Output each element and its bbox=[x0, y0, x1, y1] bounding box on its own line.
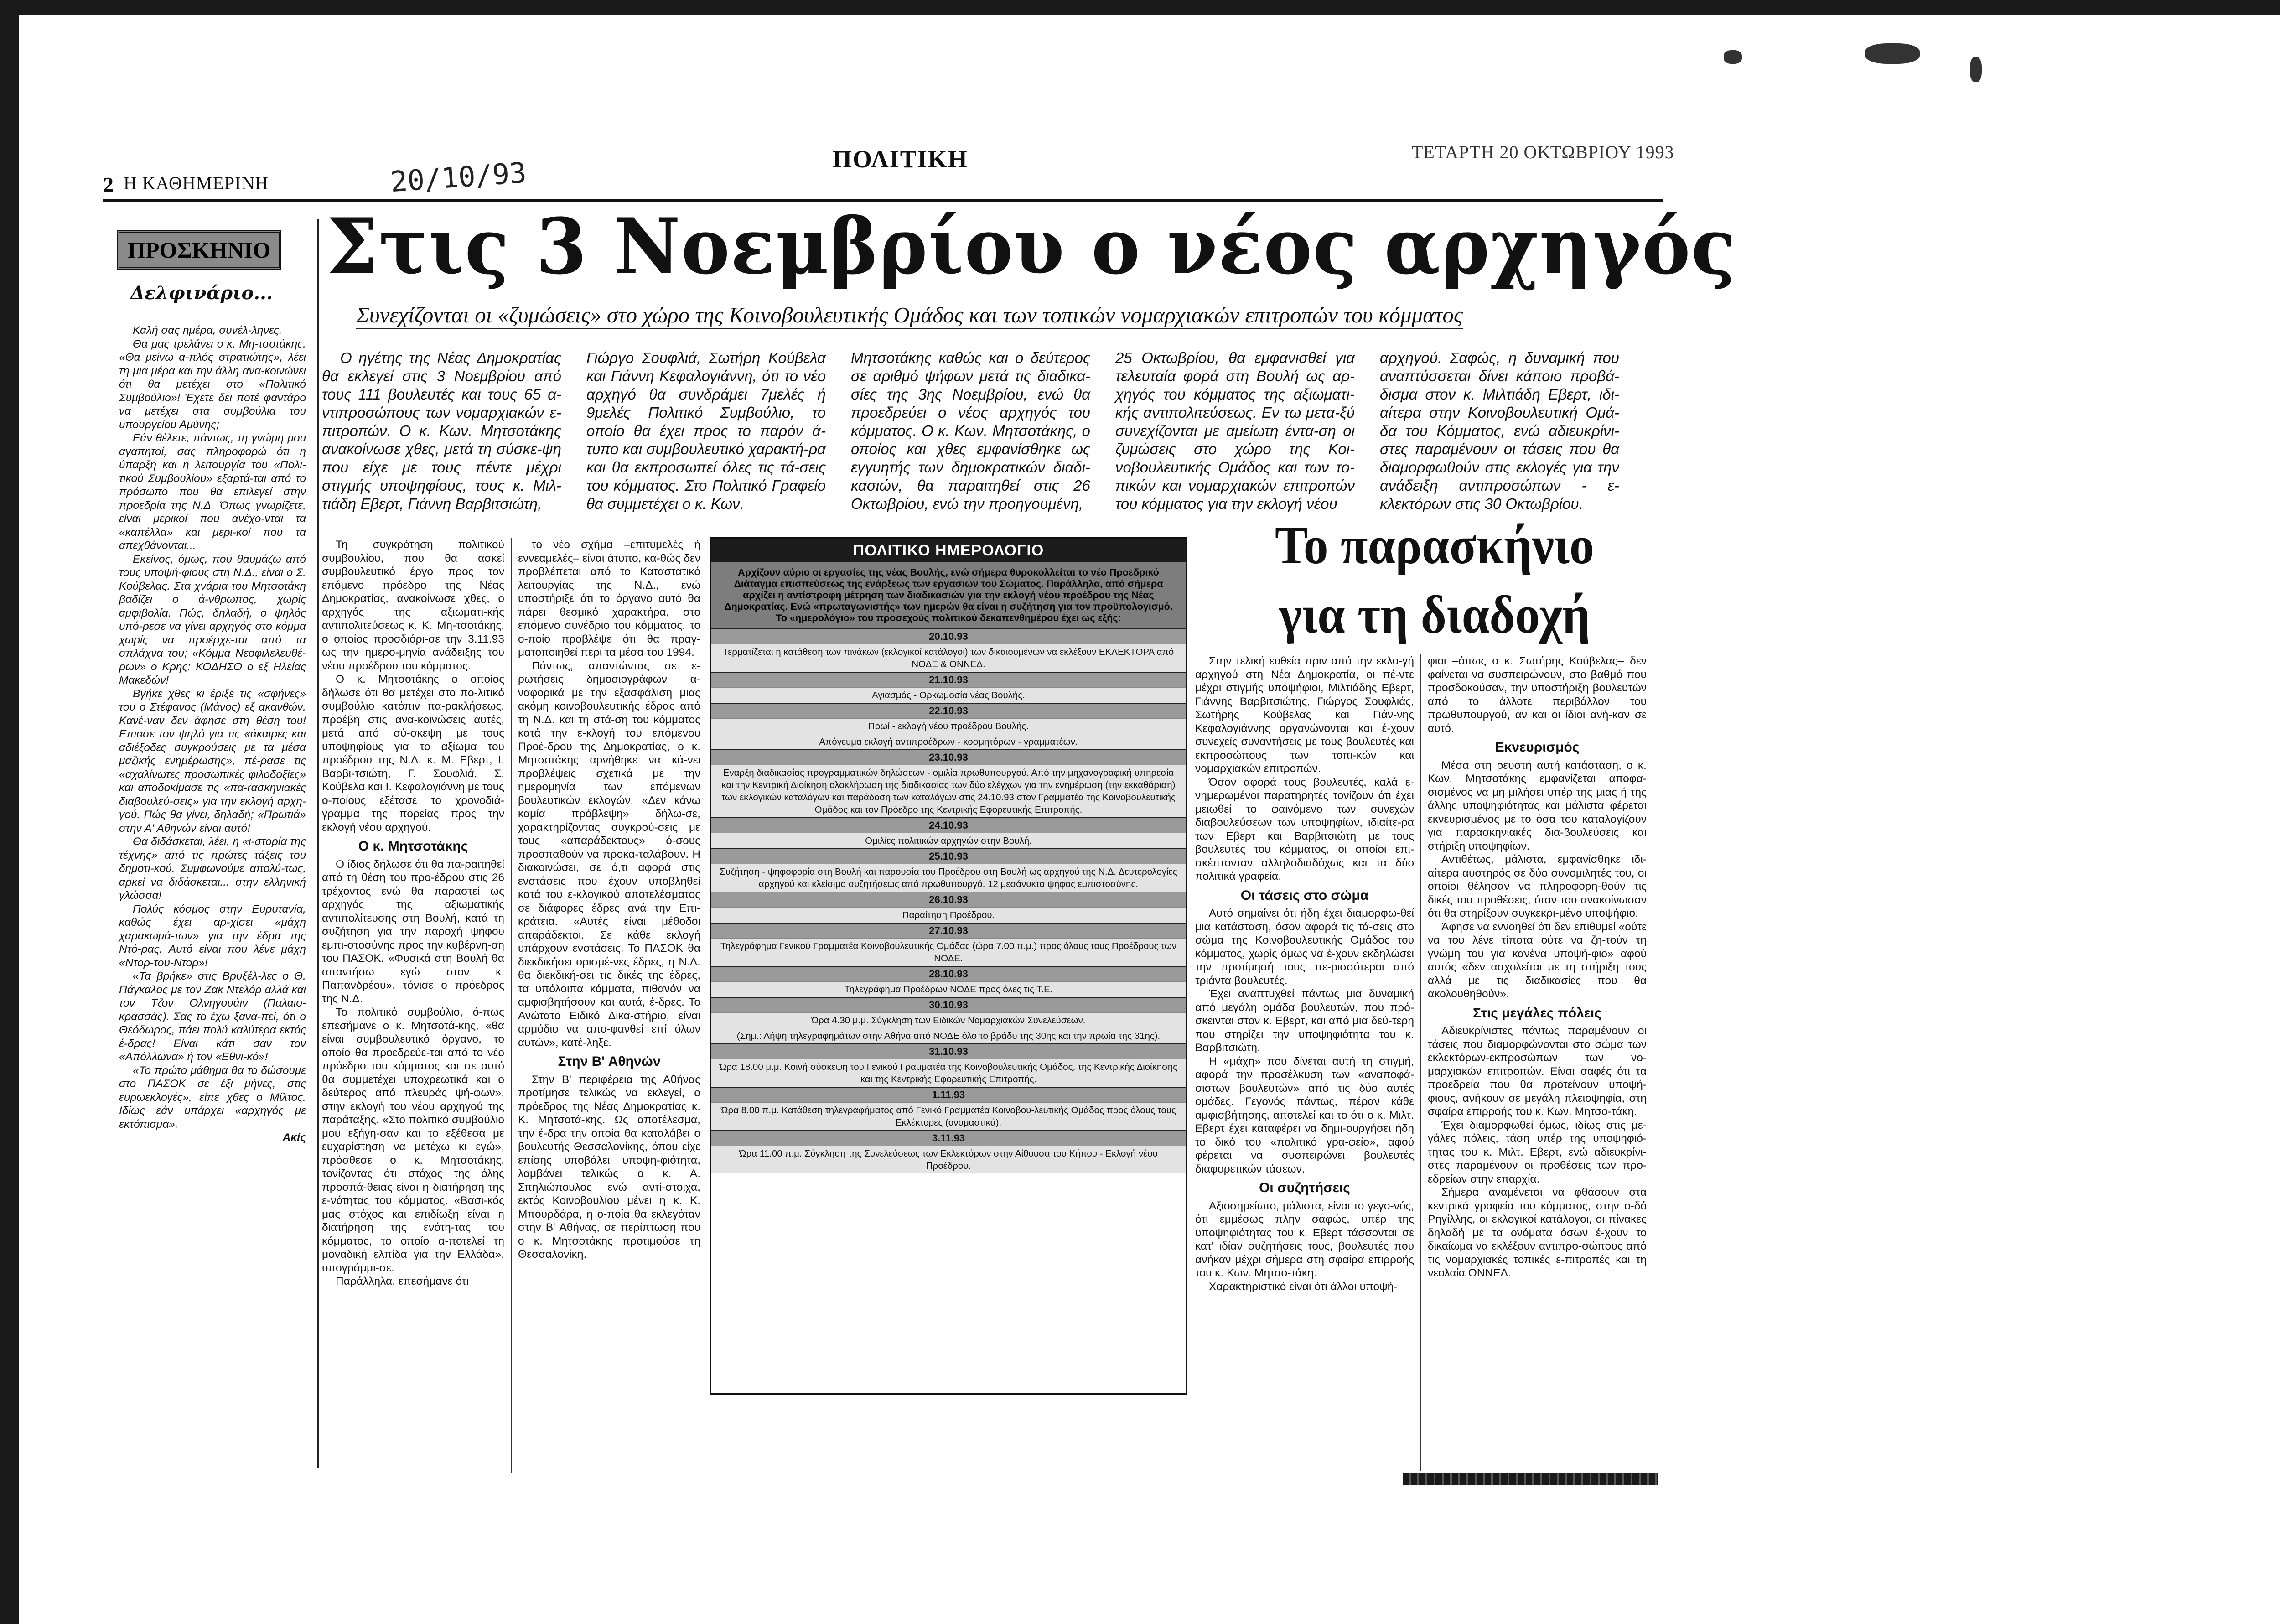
calendar-entry: Εναρξη διαδικασίας προγραμματικών δηλώσεων - ομιλία πρωθυπουργού. Από την μηχανογραφική υπηρεσία και την Κεντρική Διοίκηση ολοκλήρωση της διαδικασίας των δύο ελέγχων για την ενημέρωση (την εκκαθάριση) των εκλογικών καταλόγων και παράδοση των καταλόγων στις 24.10.93 στον Γραμματέα της Κοινοβουλευτικής Ομάδος και τον Πρόεδρο της Κεντρικής Εφορευτικής Επιτροπής. bbox=[711, 765, 1186, 817]
lead-paragraph: Ο ηγέτης της Νέας Δημοκρατίας θα εκλεγεί στις 3 Νοεμβρίου από τους 111 βουλευτές και τους 65 α-ντιπροσώπους των νομαρχιακών ε-πιτροπών. Ο κ. Κων. Μητσοτάκης ανακοίνωσε χθες, μετά τη σύσκε-ψη που είχε με τους πέντε μέχρι στιγμής υποψηφίους, τους κ. Μιλ-τιάδη Εβερτ, Γιάννη Βαρβιτσιώτη, bbox=[322, 349, 561, 512]
lead-column-3 bbox=[851, 349, 1090, 513]
calendar-date: 27.10.93 bbox=[711, 923, 1186, 938]
lead-column-4 bbox=[1115, 349, 1355, 513]
scan-speck bbox=[1724, 50, 1742, 64]
calendar-intro: Αρχίζουν αύριο οι εργασίες της νέας Βουλής, ενώ σήμερα θυροκολλείται το νέο Προεδρικό Διάταγμα επισπεύσεως της ενάρξεως των εργασιών του Σώματος. Παράλληλα, από σήμερα αρχίζει η αντίστροφη μέτρηση των διαδικασιών για την εκλογή νέου προέδρου της Νέας Δημοκρατίας. Ενώ «πρωταγωνιστής» των ημερών θα είναι η συζήτηση για τον προϋπολογισμό. Το «ημερολόγιο» του προσεχούς πολιτικού δεκαπενθημέρου έχει ως εξής: bbox=[711, 562, 1186, 628]
lead-column-5 bbox=[1380, 349, 1619, 513]
sidebar-signature: Ακίς bbox=[282, 1131, 306, 1144]
calendar-entry: Αγιασμός - Ορκωμοσία νέας Βουλής. bbox=[711, 687, 1186, 703]
sidebar-text bbox=[119, 324, 306, 1145]
sidebar-paragraph: Πολύς κόσμος στην Ευρυτανία, καθώς έχει αρ-χίσει «μάχη χαρακωμά-των» για την έδρα της Ντό-ρας. Αυτό είναι που λένε μάχη «Ντορ-του-Ντορ»! bbox=[119, 903, 306, 969]
body-paragraph: Το πολιτικό συμβούλιο, ό-πως επεσήμανε ο κ. Μητσοτά-κης, «θα είναι συμβουλευτικό όργανο, το οποίο θα προεδρεύε-ται από το νέο πρόεδρο του κόμματος και σε αυτό θα συμμετέχει υποχρεωτικά και ο δεύτερος από πλευράς ψή-φων», στην εκλογή του νέου αρχηγού της παράταξης. «Στο πολιτικό συμβούλιο μου εξήγη-σαν και το εξέθεσα με ευχαρίστηση να μετέχω κι εγώ», πρόσθεσε ο κ. Μητσοτάκης, τονίζοντας ότι στόχος της όλης προσπά-θειας είναι η διατήρηση της ε-νότητας του κόμματος. «Βασι-κός μας στόχος και επιδίωξη είναι η διατήρηση της ενότη-τας του κόμματος, το οποίο α-ποτελεί τη μοναδική ελπίδα για την Ελλάδα», υπογράμμι-σε. bbox=[322, 1006, 504, 1274]
body-subhead: Στις μεγάλες πόλεις bbox=[1473, 1005, 1601, 1021]
box-headline-line-1: Το παρασκήνιο bbox=[1275, 515, 1595, 575]
scan-speck bbox=[1970, 57, 1982, 82]
sidebar-paragraph: Θα διδάσκεται, λέει, η «ι-στορία της τέχνης» από τις πρώτες τάξεις του δημοτι-κού. Συμφωνούμε απολύ-τως, αρκεί να διδάσκεται... στην ελληνική γλώσσα! bbox=[119, 835, 306, 902]
box-headline bbox=[1233, 511, 1636, 649]
body-paragraph: Τη συγκρότηση πολιτικού συμβουλίου, που θα ασκεί συμβουλευτικό έργο προς τον επόμενο πρόεδρο της Νέας Δημοκρατίας, ανακοίνωσε χθες, ο αρχηγός της αξιωματι-κής αντιπολιτεύσεως κ. Κ. Μη-τσοτάκης, ο οποίος προσδιόρι-σε την 3.11.93 ως την ημερο-μηνία ανάδειξης του νέου προέδρου του κόμματος. bbox=[322, 539, 504, 672]
section-title: ΠΟΛΙΤΙΚΗ bbox=[833, 145, 968, 173]
scan-left-edge bbox=[0, 0, 19, 1624]
body-paragraph: Μέσα στη ρευστή αυτή κατάσταση, ο κ. Κων. Μητσοτάκης εμφανίζεται αποφα-σισμένος να μη μιλήσει υπέρ της μιας ή της άλλης υποψηφιότητας και μάλιστα φέρεται εκνευρισμένος με το όσα του καταλογίζουν για παρασκηνιακές δια-βουλεύσεις και στήριξη υποψηφίων. bbox=[1428, 759, 1647, 852]
body-paragraph: Στην τελική ευθεία πριν από την εκλο-γή αρχηγού στη Νέα Δημοκρατία, οι πέ-ντε μέχρι στιγμής υποψήφιοι, Μιλτιάδης Εβερτ, Γιάννης Βαρβιτσιώτης, Γιώργος Σουφλιάς, Σωτήρης Κούβελας και Γιάν-νης Κεφαλογιάννης οργανώνονται και έ-χουν συνεχείς συναντήσεις με τους βουλευτές και εκπροσώπους των τοπι-κών και νομαρχιακών επιτροπών. bbox=[1195, 655, 1414, 775]
lead-paragraph: Γιώργο Σουφλιά, Σωτήρη Κούβελα και Γιάννη Κεφαλογιάννη, ότι το νέο αρχηγό θα συνδράμει 7μελές ή 9μελές Πολιτικό Συμβούλιο, το οποίο θα έχει προς το παρόν ά-τυπο και συμβουλευτικό χαρακτή-ρα και θα εκπροσωπεί όλες τις τά-σεις του κόμματος. Στο Πολιτικό Γραφείο θα συμμετέχει ο κ. Κων. bbox=[586, 349, 826, 512]
calendar-entry: Ώρα 8.00 π.μ. Κατάθεση τηλεγραφήματος από Γενικό Γραμματέα Κοινοβου-λευτικής Ομάδος προς όλους τους Εκλέκτορες (ονομαστικά). bbox=[711, 1102, 1186, 1130]
calendar-date: 24.10.93 bbox=[711, 817, 1186, 833]
dateline: ΤΕΤΑΡΤΗ 20 ΟΚΤΩΒΡΙΟΥ 1993 bbox=[1412, 142, 1674, 162]
body-paragraph: Η «μάχη» που δίνεται αυτή τη στιγμή, αφορά την προσέλκυση των «αναποφά-σιστων βουλευτών» από τις δύο αυτές ομάδες. Γεγονός πάντως, πέραν κάθε αμφισβήτησης, αποτελεί και το ότι ο κ. Μιλτ. Εβερτ έχει καταφέρει να δημι-ουργήσει ήδη το δικό του «πολιτικό γρα-φείο», αφού φέρεται να συσπειρώνει βουλευτές διαφορετικών τάσεων. bbox=[1195, 1055, 1414, 1175]
body-paragraph: Αυτό σημαίνει ότι ήδη έχει διαμορφω-θεί μια κατάσταση, όσον αφορά τις τά-σεις στο σώμα της Κοινοβουλευτικής Ομάδος του κόμματος, χωρίς όμως να έ-χουν εκδηλώσει την προτίμησή τους πε-ρισσότεροι από τριάντα βουλευτές. bbox=[1195, 907, 1414, 987]
body-paragraph: το νέο σχήμα –επιτυμελές ή εννεαμελές– είναι άτυπο, κα-θώς δεν προβλέπεται από το Καταστατικό λειτουργίας της Ν.Δ., ενώ υποστήριξε ότι το όργανο αυτό θα πάρει θεσμικό χαρακτήρα, στο επόμενο συνέδριο του κόμματος, το ο-ποίο προβλέψε ότι θα πραγ-ματοποιηθεί περί τα μέσα του 1994. bbox=[518, 539, 700, 659]
body-subhead: Οι συζητήσεις bbox=[1259, 1180, 1350, 1195]
body-paragraph: Έχει αναπτυχθεί πάντως μια δυναμική από μεγάλη ομάδα βουλευτών, που πρό-σκεινται στον κ. Εβερτ, και από μια δεύ-τερη που στηρίζει την υποψηφιότητα του κ. Βαρβιτσιώτη. bbox=[1195, 988, 1414, 1054]
calendar-entry: Τηλεγράφημα Γενικού Γραμματέα Κοινοβουλευτικής Ομάδας (ώρα 7.00 π.μ.) προς όλους τους Προέδρους των ΝΟΔΕ. bbox=[711, 938, 1186, 966]
calendar-entry: Ώρα 18.00 μ.μ. Κοινή σύσκεψη του Γενικού Γραμματέα της Κοινοβουλευτικής Ομάδος, της Κεντρικής Διοίκησης και της Κεντρικής Εφορευτικής Επιτροπής. bbox=[711, 1059, 1186, 1087]
calendar-date: 1.11.93 bbox=[711, 1087, 1186, 1102]
lead-paragraph: 25 Οκτωβρίου, θα εμφανισθεί για τελευταία φορά στη Βουλή ως αρ-χηγός του κόμματος της αξιωματι-κής αντιπολιτεύσεως. Εν τω μετα-ξύ συνεχίζονται με αμείωτη έντα-ση οι ζυμώσεις στο χώρο της Κοι-νοβουλευτικής Ομάδος και των το-πικών και νομαρχιακών επιτροπών του κόμματος για την εκλογή νέου bbox=[1115, 349, 1355, 512]
sidebar-paragraph: Βγήκε χθες κι έριξε τις «σφήνες» του ο Στέφανος (Μάνος) εξ ακανθών. Κανέ-ναν δεν άφησε στη θέση του! Επιασε τον ψηλό για τις «άκαιρες και αδιέξοδες συγκρούσεις με τα μέσα μαζικής ενημέρωσης», πέ-ρασε τις «αχαλίνωτες προσωπικές φιλοδοξίες» και αποδοκίμασε τις «πα-rασκηνιακές διαβουλεύ-σεις» για την εκλογή αρχη-γού. Πώς θα γίνει, δηλαδή; «Πρωτιά» στην Α' Αθηνών είναι αυτό! bbox=[119, 687, 306, 835]
calendar-entry: Τηλεγράφημα Προέδρων ΝΟΔΕ προς όλες τις Τ.Ε. bbox=[711, 981, 1186, 997]
body-subhead: Οι τάσεις στο σώμα bbox=[1240, 887, 1369, 903]
calendar-entry: Συζήτηση - ψηφοφορία στη Βουλή και παρουσία του Προέδρου στη Βουλή ως αρχηγού της Ν.Δ. Δευτερολογίες αρχηγού και κλείσιμο συζητήσεως από πρωθυπουργό. 12 μεσάνυκτα ψήφος εμπιστοσύνης. bbox=[711, 864, 1186, 892]
calendar-entry: Πρωί - εκλογή νέου προέδρου Βουλής. bbox=[711, 718, 1186, 734]
body-paragraph: Παράλληλα, επεσήμανε ότι bbox=[336, 1275, 469, 1287]
sidebar-paragraph: Θα μας τρελάνει ο κ. Μη-τσοτάκης. «Θα μείνω α-πλός στρατιώτης», λέει τη μια μέρα και την άλλη ανα-κοινώνει ότι θα μετέχει στο «Πολιτικό Συμβούλιο»! Έχετε δει ποτέ φαντάρο να μετέχει στα συμβούλια του υπουργείου Αμύνης; bbox=[119, 337, 306, 431]
body-subhead: Ο κ. Μητσοτάκης bbox=[358, 839, 468, 854]
calendar-date: 3.11.93 bbox=[711, 1130, 1186, 1146]
box-column-b bbox=[1428, 654, 1647, 1475]
calendar-title: ΠΟΛΙΤΙΚΟ ΗΜΕΡΟΛΟΓΙΟ bbox=[711, 539, 1186, 562]
sub-headline: Συνεχίζονται οι «ζυμώσεις» στο χώρο της Κοινοβουλευτικής Ομάδος και των τοπικών νομαρχιακών επιτροπών του κόμματος bbox=[356, 302, 1463, 329]
body-paragraph: Ο κ. Μητσοτάκης ο οποίος δήλωσε ότι θα μετέχει στο πο-λιτικό συμβούλιο κατόπιν πα-ρακλήσεως, προέβη στις ανα-κοινώσεις αυτές, μετά από σύ-σκεψη με τους υποψηφίους για το αξίωμα του προέδρου της Ν.Δ. κ. Μ. Εβερτ, Ι. Βαρβι-τσιώτη, Γ. Σουφλιά, Σ. Κούβελα και Ι. Κεφαλογιάννη με τους ο-ποίους εξέτασε το χρονοδιά-γραμμα της πορείας προς την εκλογή νέου αρχηγού. bbox=[322, 673, 504, 834]
calendar-date: 26.10.93 bbox=[711, 892, 1186, 907]
box-column-a bbox=[1195, 654, 1414, 1475]
body-paragraph: Χαρακτηριστικό είναι ότι άλλοι υποψή- bbox=[1209, 1280, 1398, 1293]
sidebar-paragraph: Καλή σας ημέρα, συνέλ-ληνες. bbox=[133, 324, 282, 337]
sidebar-paragraph: «Τα βρήκε» στις Βρυξέλ-λες ο Θ. Πάγκαλος με τον Ζακ Ντελόρ αλλά και τον Τζον Ολνηγουάιν (Παλαιο-κρασσάς). Σας το έχω ξανα-πεί, ότι ο Θεόδωρος, πάει πολύ καλύτερα εκτός έ-δρας! Είναι κάτι σαν τον «Απόλλωνα» ή τον «Εθνι-κό»! bbox=[119, 970, 306, 1063]
calendar-entry: (Σημ.: Λήψη τηλεγραφημάτων στην Αθήνα από ΝΟΔΕ όλο το βράδυ της 30ης και την πρωία της 31ης). bbox=[711, 1028, 1186, 1043]
page-number: 2 bbox=[103, 173, 114, 196]
main-headline: Στις 3 Νοεμβρίου ο νέος αρχηγός bbox=[326, 201, 1736, 291]
scan-top-edge bbox=[0, 0, 2280, 15]
sidebar-subhead: Δελφινάριο... bbox=[130, 282, 273, 304]
body-paragraph: Αδιευκρίνιστες πάντως παραμένουν οι τάσεις που διαμορφώνονται στο σώμα των εκλεκτόρων-εκπροσώπων των νο-μαρχιακών επιτροπών. Είναι σαφές ότι τα προεδρεία που θα προτείνουν υποψή-φιους, ανήκουν σε μεγάλη πλειοψηφία, στη σφαίρα επιρροής του κ. Κων. Μητσο-τάκη. bbox=[1428, 1025, 1647, 1118]
body-subhead: Στην Β' Αθηνών bbox=[558, 1054, 661, 1069]
sidebar-column bbox=[103, 219, 319, 1468]
calendar-entry: Ομιλίες πολιτικών αρχηγών στην Βουλή. bbox=[711, 833, 1186, 848]
calendar-entry: Παραίτηση Προέδρου. bbox=[711, 907, 1186, 923]
calendar-date: 31.10.93 bbox=[711, 1043, 1186, 1059]
body-paragraph: φιοι –όπως ο κ. Σωτήρης Κούβελας– δεν φαίνεται να συσπειρώνουν, στο βαθμό που προσδοκούσαν, την υποστήριξη βουλευτών από το άλλοτε περιβάλλον του πρωθυπουργού, αν και οι ίδιοι ανή-καν σε αυτό. bbox=[1428, 655, 1647, 735]
calendar-entry: Τερματίζεται η κατάθεση των πινάκων (εκλογικοί κατάλογοι) των δικαιουμένων να εκλέξουν ΕΚΛΕΚΤΟΡΑ από ΝΟΔΕ & ΟΝΝΕΔ. bbox=[711, 644, 1186, 672]
bottom-border-stripe bbox=[1403, 1473, 1658, 1485]
sidebar-paragraph: Εάν θέλετε, πάντως, τη γνώμη μου αγαπητοί, σας πληροφορώ ότι η ύπαρξη και η λειτουργία του «Πολι-τικού Συμβουλίου» εξαρτά-ται από το πρόσωπο που θα επιλεγεί στην προεδρία της Ν.Δ. Όπως γνωρίζετε, είναι μερικοί που ανέχο-νται τα «καπέλλα» και μερι-κοί που τα απεχθάνονται... bbox=[119, 432, 306, 552]
body-paragraph: Πάντως, απαντώντας σε ε-ρωτήσεις δημοσιογράφων α-ναφορικά με την εξασφάλιση μιας ακόμη κοινοβουλευτικής έδρας από τη Ν.Δ. και τη στά-ση του κόμματος κατά την ε-κλογή του επόμενου Προέ-δρου της Δημοκρατίας, ο κ. Μητσοτάκης αρνήθηκε να κά-νει προβλέψεις σχετικά με την ημερομηνία των επόμενων βουλευτικών εκλογών. «Δεν κάνω καμία πρόβλεψη» δήλω-σε, χαρακτηρίζοντας συγκρού-σεις με τους «απαράδεκτους» ό-σους προσπαθούν να προκα-ταλάβουν. Η διακοινώσει, σε ό,τι αφορά στις ενστάσεις που έχουν υποβληθεί κατά του ε-κλογικού αποτελέσματος σε διάφορες έδρες ανά την Επι-κράτεια. «Αυτές είναι μέθοδοι απαράδεκτοι. Σε κάθε εκλογή υπάρχουν ενστάσεις. Το ΠΑΣΟΚ θα διεκδικήσει ορισμέ-νες έδρες, η Ν.Δ. θα διεκδική-σει τις δικές της έδρες, τα υπόλοιπα κόμματα, πιθανόν να αμφισβητήσουν και αυτά, έ-δρες. Το Ανώτατο Ειδικό Δικα-στήριο, είναι αρμόδιο να απο-φανθεί επί όλων αυτών», κατέ-ληξε. bbox=[518, 659, 700, 1049]
body-paragraph: Σήμερα αναμένεται να φθάσουν στα κεντρικά γραφεία του κόμματος, στην ο-δό Ρηγίλλης, οι εκλογικοί κατάλογοι, οι πίνακες δηλαδή με τα ονόματα όσων έ-χουν το δικαίωμα να εκλέξουν αντιπρο-σώπους από τις νομαρχιακές τοπικές ε-πιτροπές και τη νεολαία ΟΝΝΕΔ. bbox=[1428, 1186, 1647, 1279]
body-subhead: Εκνευρισμός bbox=[1495, 740, 1580, 755]
lead-paragraph: Μητσοτάκης καθώς και ο δεύτερος σε αριθμό ψήφων μετά τις διαδικα-σίες της 3ης Νοεμβρίου, ενώ θα προεδρεύει ο νέος αρχηγός του κόμματος. Ο κ. Κων. Μητσοτάκης, ο οποίος και χθες εμφανίσθηκε ως εγγυητής των δημοκρατικών διαδι-κασιών, θα παραιτηθεί στις 26 Οκτωβρίου, ενώ την προηγουμένη, bbox=[851, 349, 1090, 512]
sidebar-paragraph: «Το πρώτο μάθημα θα το δώσουμε στο ΠΑΣΟΚ σε έξι μήνες, στις ευρωεκλογές», είπε χθες ο Μίλτος. Ιδίως εάν υπάρχει «αρχηγός με εκτόπισμα». bbox=[119, 1064, 306, 1131]
body-paragraph: Αντιθέτως, μάλιστα, εμφανίσθηκε ιδι-αίτερα αυστηρός σε δύο συνομιλητές του, οι οποίοι θέλησαν να πληροφορη-θούν τις δικές του προθέσεις, όταν του ανακοίνωσαν ότι θα στηρίξουν συγκεκρι-μένο υποψήφιο. bbox=[1428, 853, 1647, 919]
calendar-date: 23.10.93 bbox=[711, 749, 1186, 765]
lead-paragraph: αρχηγού. Σαφώς, η δυναμική που αναπτύσσεται δίνει κάποιο προβά-δισμα στον κ. Μιλτιάδη Εβερτ, ιδι-αίτερα στην Κοινοβουλευτική Ομά-δα του Κόμματος, ενώ αδιευκρίνι-στες παραμένουν οι τάσεις που θα διαμορφωθούν στις εκλογές για την ανάδειξη αντιπροσώπων - ε-κλεκτόρων στις 30 Οκτωβρίου. bbox=[1380, 349, 1619, 512]
calendar-date: 28.10.93 bbox=[711, 966, 1186, 981]
lead-column-1 bbox=[322, 349, 561, 513]
calendar-entry: Απόγευμα εκλογή αντιπροέδρων - κοσμητόρων - γραμματέων. bbox=[711, 734, 1186, 749]
calendar-entry: Ώρα 11.00 π.μ. Σύγκληση της Συνελεύσεως των Εκλεκτόρων στην Αίθουσα του Κήπου - Εκλογή νέου Προέδρου. bbox=[711, 1146, 1186, 1173]
calendar-date: 20.10.93 bbox=[711, 628, 1186, 644]
calendar-date: 30.10.93 bbox=[711, 997, 1186, 1012]
calendar-list bbox=[711, 628, 1186, 1173]
body-paragraph: Έχει διαμορφωθεί όμως, ιδίως στις με-γάλες πόλεις, τάση υπέρ της υποψηφιό-τητας του κ. Μιλτ. Εβερτ, ενώ αδιευκρίνι-στες παραμένουν οι προθέσεις των προ-εδρείων στην επαρχία. bbox=[1428, 1119, 1647, 1185]
column-rule bbox=[1420, 654, 1421, 1471]
body-column-2 bbox=[518, 538, 700, 1473]
scan-speck bbox=[1865, 43, 1920, 64]
body-paragraph: Ο ίδιος δήλωσε ότι θα πα-ραιτηθεί από τη θέση του προ-έδρου στις 26 τρέχοντος ενώ θα παραστεί ως αρχηγός της αξιωματικής αντιπολίτευσης στη Βουλή, κατά τη συζήτηση για την παροχή ψήφου εμπι-στοσύνης προς την κυβέρνη-ση του ΠΑΣΟΚ. «Φυσικά στη Βουλή θα απαντήσω εγώ στον κ. Παπανδρέου», τόνισε ο πρόεδρος της Ν.Δ. bbox=[322, 858, 504, 1005]
body-paragraph: Όσον αφορά τους βουλευτές, καλά ε-νημερωμένοι παρατηρητές τονίζουν ότι έχει μειωθεί το φαινόμενο των συνεχών διαβουλεύσεων των υποψηφίων, ιδιαίτε-ρα των Εβερτ και Βαρβιτσιώτη με τους βουλευτές του κόμματος, οι οποίοι επι-σκέπτονταν αλληλοδιαδόχως και τα δύο πολιτικά γραφεία. bbox=[1195, 776, 1414, 882]
calendar-date: 22.10.93 bbox=[711, 703, 1186, 718]
column-rule bbox=[511, 538, 512, 1473]
political-calendar-box bbox=[710, 537, 1187, 1395]
body-paragraph: Αξιοσημείωτο, μάλιστα, είναι το γεγο-νός, ότι εμμέσως πλην σαφώς, υπέρ της υποψηφιότητας του κ. Εβερτ τάσσονται σε κατ' ιδίαν συζητήσεις τους, βουλευτές που ανήκαν μέχρι σήμερα στη σφαίρα επιρροής του κ. Κων. Μητσο-τάκη. bbox=[1195, 1199, 1414, 1279]
calendar-date: 25.10.93 bbox=[711, 848, 1186, 864]
body-paragraph: Άφησε να εννοηθεί ότι δεν επιθυμεί «ούτε να του λένε τίποτα ούτε να ζη-τούν τη γνώμη του για κανένα υποψή-φιο» αφού αυτός «δεν ασχολείται με τη στήριξη τους αλλά με τις διαδικασίες που θα ακολουθηθούν». bbox=[1428, 920, 1647, 1000]
calendar-entry: Ώρα 4.30 μ.μ. Σύγκληση των Ειδικών Νομαρχιακών Συνελεύσεων. bbox=[711, 1012, 1186, 1028]
body-paragraph: Στην Β' περιφέρεια της Αθήνας προτίμησε τελικώς να εκλεγεί, ο πρόεδρος της Νέας Δημοκρατίας κ. Κ. Μητσοτά-κης. Ως αποτέλεσμα, την έ-δρα την οποία θα καταλάβει ο βουλευτής Θεσσαλονίκης, όπου είχε επίσης υποβάλει υποψη-φιότητα, λαμβάνει τελικώς ο κ. Α. Σπηλιώπουλος ενώ αντί-στοιχα, εκτός Κοινοβουλίου μένει η κ. Κ. Μπουρδάρα, η ο-ποία θα εκλεγόταν στην Β' Αθήνας, σε περίπτωση που ο κ. Μητσοτάκης προτιμούσε τη Θεσσαλονίκη. bbox=[518, 1073, 700, 1261]
sidebar-paragraph: Εκείνος, όμως, που θαυμάζω από τους υποψή-φιους στη Ν.Δ., είναι ο Σ. Κούβελας. Στα χνάρια του Μητσοτάκη βαδίζει ο ά-νθρωπος, χωρίς αμφιβολία. Πώς, δηλαδή, ο ψηλός υπό-ρεσε να γίνει αρχηγός στο κόμμα χωρίς να προέρχε-ται από τα σπλάχνα του; «Κόμμα Νεοφιλελευθέ-ρων» ο Κρης: ΚΟΔΗΣΟ ο εξ Ηλείας Μακεδών! bbox=[119, 553, 306, 686]
calendar-date: 21.10.93 bbox=[711, 672, 1186, 687]
lead-column-2 bbox=[586, 349, 826, 513]
body-column-1 bbox=[322, 538, 504, 1473]
handwritten-date: 20/10/93 bbox=[389, 156, 528, 199]
newspaper-name: Η ΚΑΘΗΜΕΡΙΝΗ bbox=[124, 173, 269, 193]
box-headline-line-2: για τη διαδοχή bbox=[1279, 585, 1591, 644]
newspaper-page bbox=[89, 137, 1736, 1487]
sidebar-logo: ΠΡΟΣΚΗΝΙΟ bbox=[117, 230, 281, 270]
